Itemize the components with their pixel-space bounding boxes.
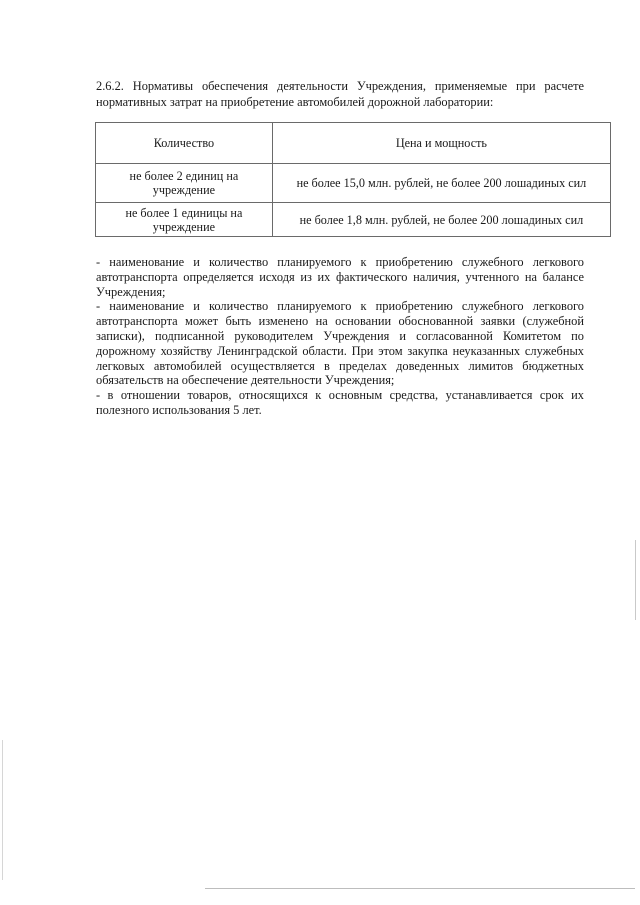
column-header-quantity: Количество — [96, 123, 273, 164]
norms-table — [95, 122, 611, 237]
cell-quantity: не более 2 единиц на учреждение — [96, 164, 273, 203]
section-heading: 2.6.2. Нормативы обеспечения деятельности Учреждения, применяемые при расчете нормативных затрат на приобретение автомобилей дорожной лаборатории: — [96, 79, 584, 109]
scan-artifact-bottom — [205, 888, 635, 889]
table-row — [96, 203, 611, 237]
paragraph-change-request: - наименование и количество планируемого к приобретению служебного легкового автотранспорта может быть изменено на основании обоснованной заявки (служебной записки), подписанной руководителем Учреждения и согласованной Комитетом по дорожному хозяйству Ленинградской области. При этом закупка неуказанных служебных легковых автомобилей осуществляется в пределах доведенных лимитов бюджетных обязательств на обеспечение деятельности Учреждения; — [96, 299, 584, 388]
conditions-text — [96, 255, 584, 418]
table-row — [96, 164, 611, 203]
table-header-row — [96, 123, 611, 164]
column-header-price-power: Цена и мощность — [272, 123, 610, 164]
scan-artifact-left — [2, 740, 3, 880]
cell-quantity: не более 1 единицы на учреждение — [96, 203, 273, 237]
paragraph-useful-life: - в отношении товаров, относящихся к основным средства, устанавливается срок их полезного использования 5 лет. — [96, 388, 584, 417]
paragraph-balance: - наименование и количество планируемого к приобретению служебного легкового автотранспорта определяется исходя из их фактического наличия, учтенного на балансе Учреждения; — [96, 255, 584, 299]
scan-artifact-right — [635, 540, 636, 620]
cell-price-power: не более 15,0 млн. рублей, не более 200 лошадиных сил — [272, 164, 610, 203]
cell-price-power: не более 1,8 млн. рублей, не более 200 лошадиных сил — [272, 203, 610, 237]
